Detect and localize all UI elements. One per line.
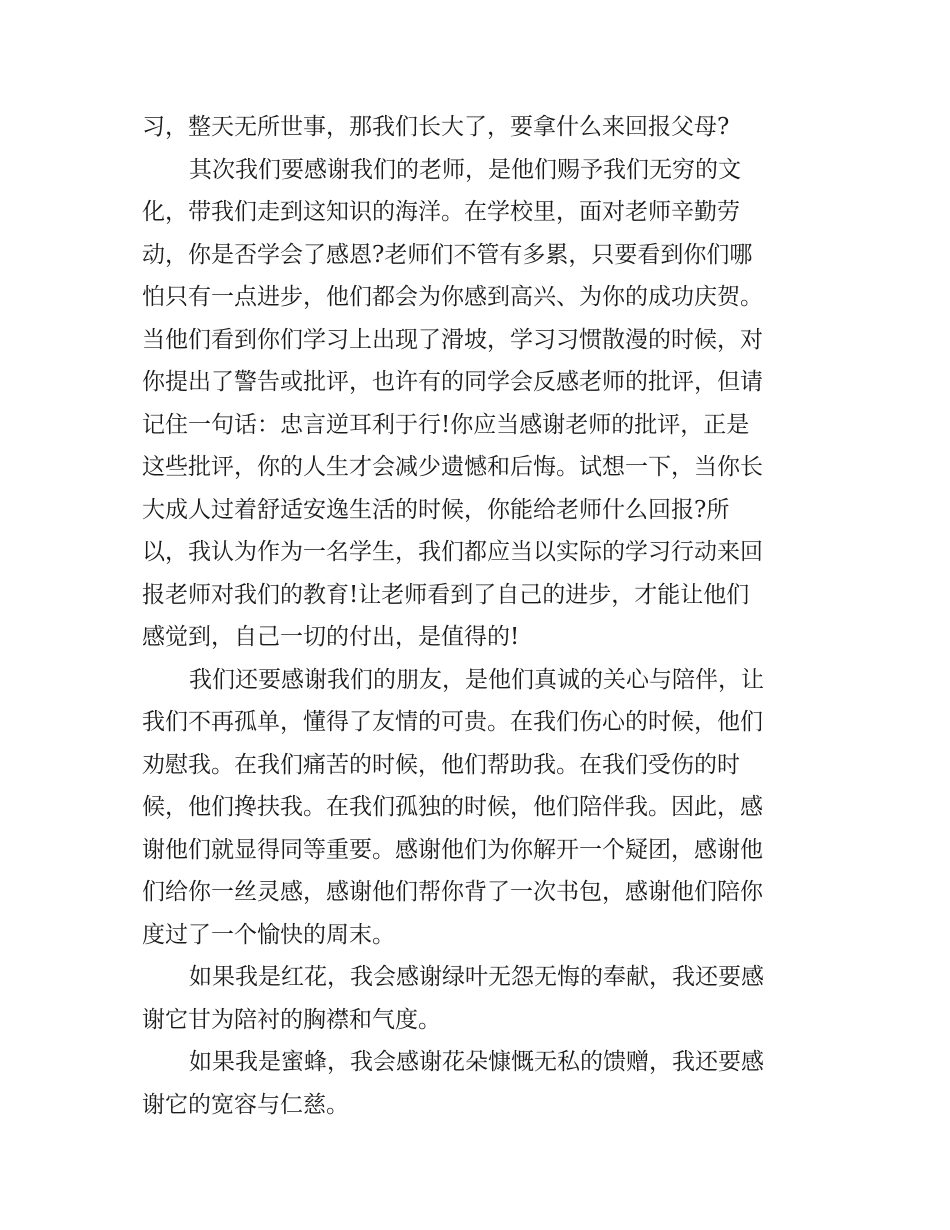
paragraph-start-line: 我们还要感谢我们的朋友，是他们真诚的关心与陪伴，让 [189,666,764,693]
text-line: 习，整天无所世事，那我们长大了，要拿什么来回报父母? [142,114,730,140]
paragraph-start-line: 其次我们要感谢我们的老师，是他们赐予我们无穷的文 [189,156,741,183]
text-line: 感觉到，自己一切的付出，是值得的! [142,624,520,650]
body-text [142,106,812,1126]
paragraph-start-line: 如果我是蜜蜂，我会感谢花朵慷慨无私的馈赠，我还要感 [189,1049,764,1075]
text-line: 当他们看到你们学习上出现了滑坡，学习习惯散漫的时候，对 [142,326,763,353]
text-line: 谢它的宽容与仁慈。 [142,1091,349,1118]
text-line: 化，带我们走到这知识的海洋。在学校里，面对老师辛勤劳 [142,199,740,225]
text-line: 谢它甘为陪衬的胸襟和气度。 [142,1006,441,1033]
paragraph-start-line: 如果我是红花，我会感谢绿叶无怨无悔的奉献，我还要感 [189,964,764,990]
text-line: 劝慰我。在我们痛苦的时候，他们帮助我。在我们受伤的时 [142,751,740,778]
text-line: 怕只有一点进步，他们都会为你感到高兴、为你的成功庆贺。 [142,284,763,310]
text-line: 度过了一个愉快的周末。 [142,921,395,948]
text-line: 你提出了警告或批评，也许有的同学会反感老师的批评，但请 [142,369,763,395]
text-line: 报老师对我们的教育!让老师看到了自己的进步，才能让他们 [142,581,750,608]
text-line: 大成人过着舒适安逸生活的时候，你能给老师什么回报?所 [142,496,730,523]
text-line: 我们不再孤单，懂得了友情的可贵。在我们伤心的时候，他们 [142,709,763,735]
text-line: 以，我认为作为一名学生，我们都应当以实际的学习行动来回 [142,539,763,565]
text-line: 们给你一丝灵感，感谢他们帮你背了一次书包，感谢他们陪你 [142,879,763,905]
text-line: 候，他们搀扶我。在我们孤独的时候，他们陪伴我。因此，感 [142,794,763,820]
text-line: 谢他们就显得同等重要。感谢他们为你解开一个疑团，感谢他 [142,836,763,863]
text-line: 记住一句话：忠言逆耳利于行!你应当感谢老师的批评，正是 [142,411,750,438]
text-line: 这些批评，你的人生才会减少遗憾和后悔。试想一下，当你长 [142,454,763,480]
text-line: 动，你是否学会了感恩?老师们不管有多累，只要看到你们哪 [142,241,753,268]
